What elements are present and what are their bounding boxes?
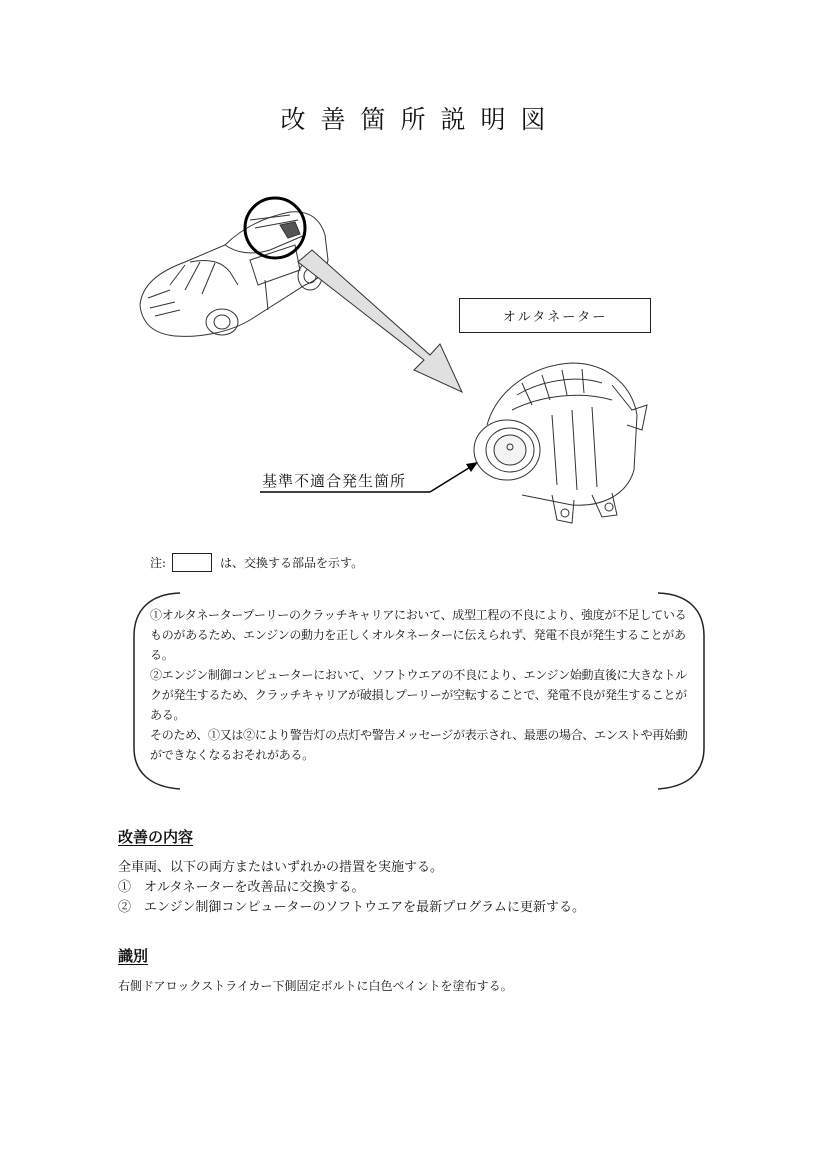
improvement-heading: 改善の内容 [118,828,194,846]
note-suffix: は、交換する部品を示す。 [220,556,364,570]
improvement-line: ② エンジン制御コンピューターのソフトウエアを最新プログラムに更新する。 [118,900,585,915]
page-title: 改善箇所説明図 [280,105,561,134]
description-paragraph: ②エンジン制御コンピューターにおいて、ソフトウエアの不良により、エンジン始動直後に大きなトルクが発生するため、クラッチキャリアが破損しプーリーが空転することで、発電不良が発生することがある。 [150,668,687,722]
defect-description [150,605,690,765]
description-paragraph: そのため、①又は②により警告灯の点灯や警告メッセージが表示され、最悪の場合、エンストや再始動ができなくなるおそれがある。 [150,728,688,762]
leader-graphics [0,0,826,560]
alternator-illustration [462,355,662,530]
big-arrow [298,250,462,392]
description-paragraph: ①オルタネータープーリーのクラッチキャリアにおいて、成型工程の不良により、強度が不足しているものがあるため、エンジンの動力を正しくオルタネーターに伝えられず、発電不良が発生することがある。 [150,608,687,662]
part-label-box: オルタネーター [459,298,651,333]
identification-heading: 識別 [118,947,149,965]
identification-text: 右側ドアロックストライカー下側固定ボルトに白色ペイントを塗布する。 [118,979,513,993]
improvement-body [118,858,585,918]
highlight-circle [245,198,305,258]
legend-box-symbol [172,553,212,572]
improvement-line: ① オルタネーターを改善品に交換する。 [118,880,365,895]
callout-label: 基準不適合発生箇所 [262,472,407,490]
improvement-line: 全車両、以下の両方またはいずれかの措置を実施する。 [118,860,444,875]
note-prefix: 注: [150,556,167,570]
legend-note [150,553,363,572]
